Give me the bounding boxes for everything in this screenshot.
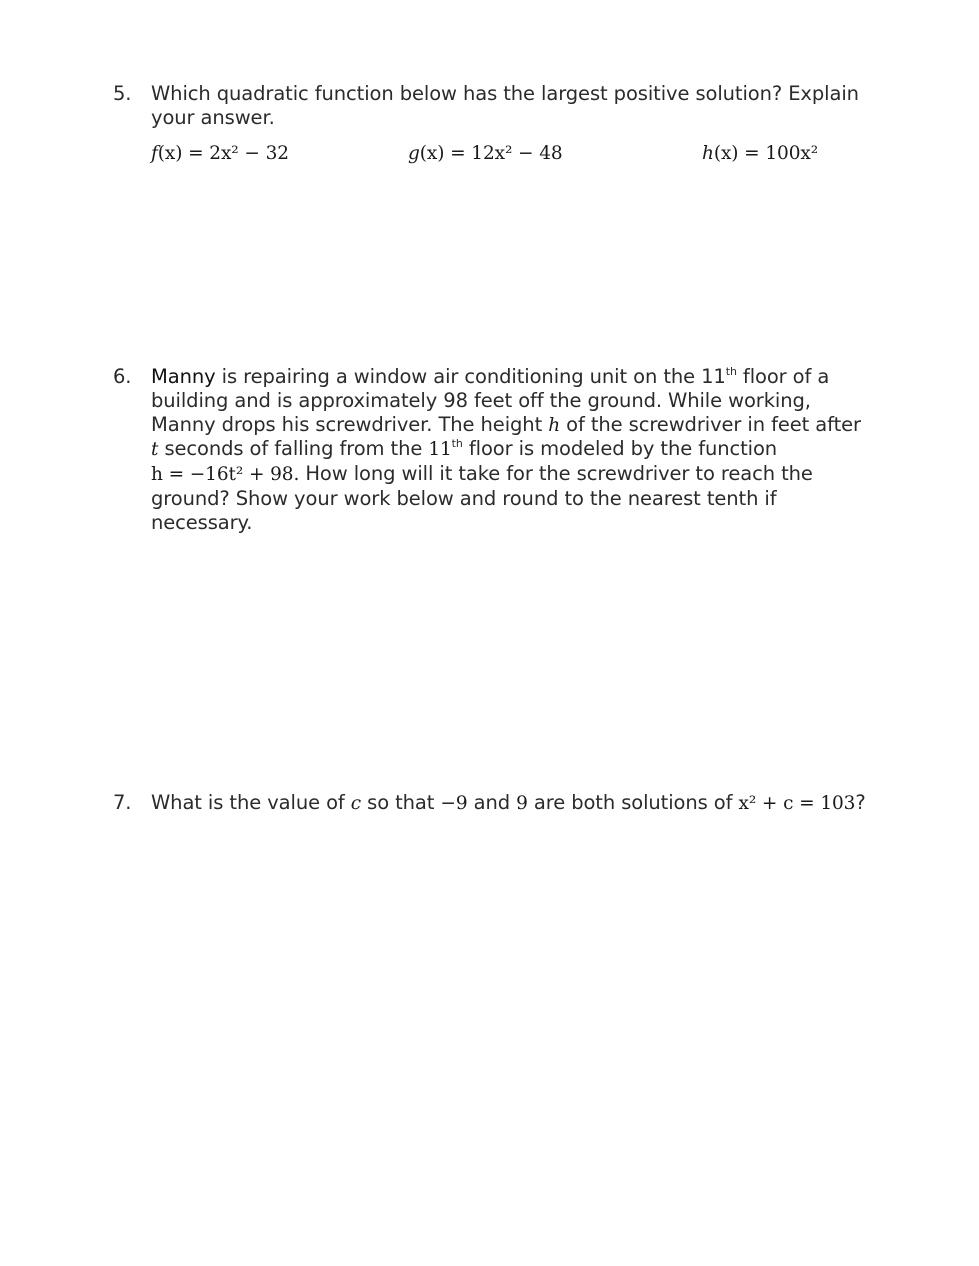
question-7-text [151, 791, 883, 816]
function-h-name: h [702, 143, 714, 164]
variable-t: t [151, 439, 159, 461]
function-f-expression: (x) = 2x² − 32 [157, 143, 289, 164]
question-6-line-3-a: Manny drops his screwdriver. The height [151, 412, 549, 436]
question-5-number: 5. [113, 82, 132, 105]
variable-c: c [350, 793, 362, 814]
variable-h: h [548, 414, 561, 436]
question-5 [113, 82, 883, 192]
value-negative-nine: −9 [440, 793, 468, 814]
height-equation: h = −16t² + 98. [151, 464, 300, 486]
superscript-th: th [725, 365, 737, 378]
function-g [408, 142, 563, 166]
question-6-line-4-b: floor is modeled by the function [462, 437, 778, 461]
question-6-line-4 [151, 437, 883, 462]
question-6-line-5-b: How long will it take for the screwdriver to reach the [299, 462, 813, 486]
function-h-expression: (x) = 100x² [713, 143, 819, 164]
question-7-part-b: so that [361, 791, 441, 814]
question-6-line-5 [151, 462, 883, 487]
question-6-line-4-a: seconds of falling from the [158, 437, 429, 461]
superscript-th-2: th [451, 437, 463, 451]
function-g-name: g [408, 143, 420, 164]
solution-equation: x² + c = 103 [738, 793, 856, 814]
function-h [702, 142, 818, 166]
question-7 [113, 791, 883, 817]
question-5-text [151, 82, 883, 130]
function-f-name: f [151, 143, 158, 164]
question-6-line-7: necessary. [151, 510, 253, 534]
question-6-text [151, 365, 883, 535]
question-6-line-3 [151, 413, 883, 438]
question-6-line-1 [151, 365, 883, 389]
question-7-part-a: What is the value of [151, 791, 351, 814]
question-6 [113, 365, 883, 535]
question-6-line-1-b: floor of a [736, 365, 830, 388]
question-6-line-2: building and is approximately 98 feet off the ground. While working, [151, 388, 811, 412]
question-6-number: 6. [113, 365, 132, 388]
question-5-line-2: your answer. [151, 105, 275, 129]
question-7-part-c: and [467, 791, 517, 814]
question-7-line-1 [151, 791, 883, 816]
name-manny: Manny [151, 365, 216, 388]
function-g-expression: (x) = 12x² − 48 [419, 143, 563, 164]
question-6-line-3-b: of the screwdriver in feet after [560, 412, 861, 436]
question-5-line-1: Which quadratic function below has the largest positive solution? Explain [151, 82, 859, 105]
question-6-line-1-a: is repairing a window air conditioning unit on the 11 [215, 365, 726, 388]
value-nine: 9 [516, 793, 528, 814]
number-eleven: 11 [428, 439, 452, 461]
function-f [151, 142, 289, 166]
question-7-number: 7. [113, 791, 132, 814]
question-7-part-d: are both solutions of [527, 791, 739, 814]
function-list [151, 142, 883, 166]
question-6-line-6: ground? Show your work below and round to the nearest tenth if [151, 486, 777, 510]
question-7-part-e: ? [855, 791, 866, 814]
